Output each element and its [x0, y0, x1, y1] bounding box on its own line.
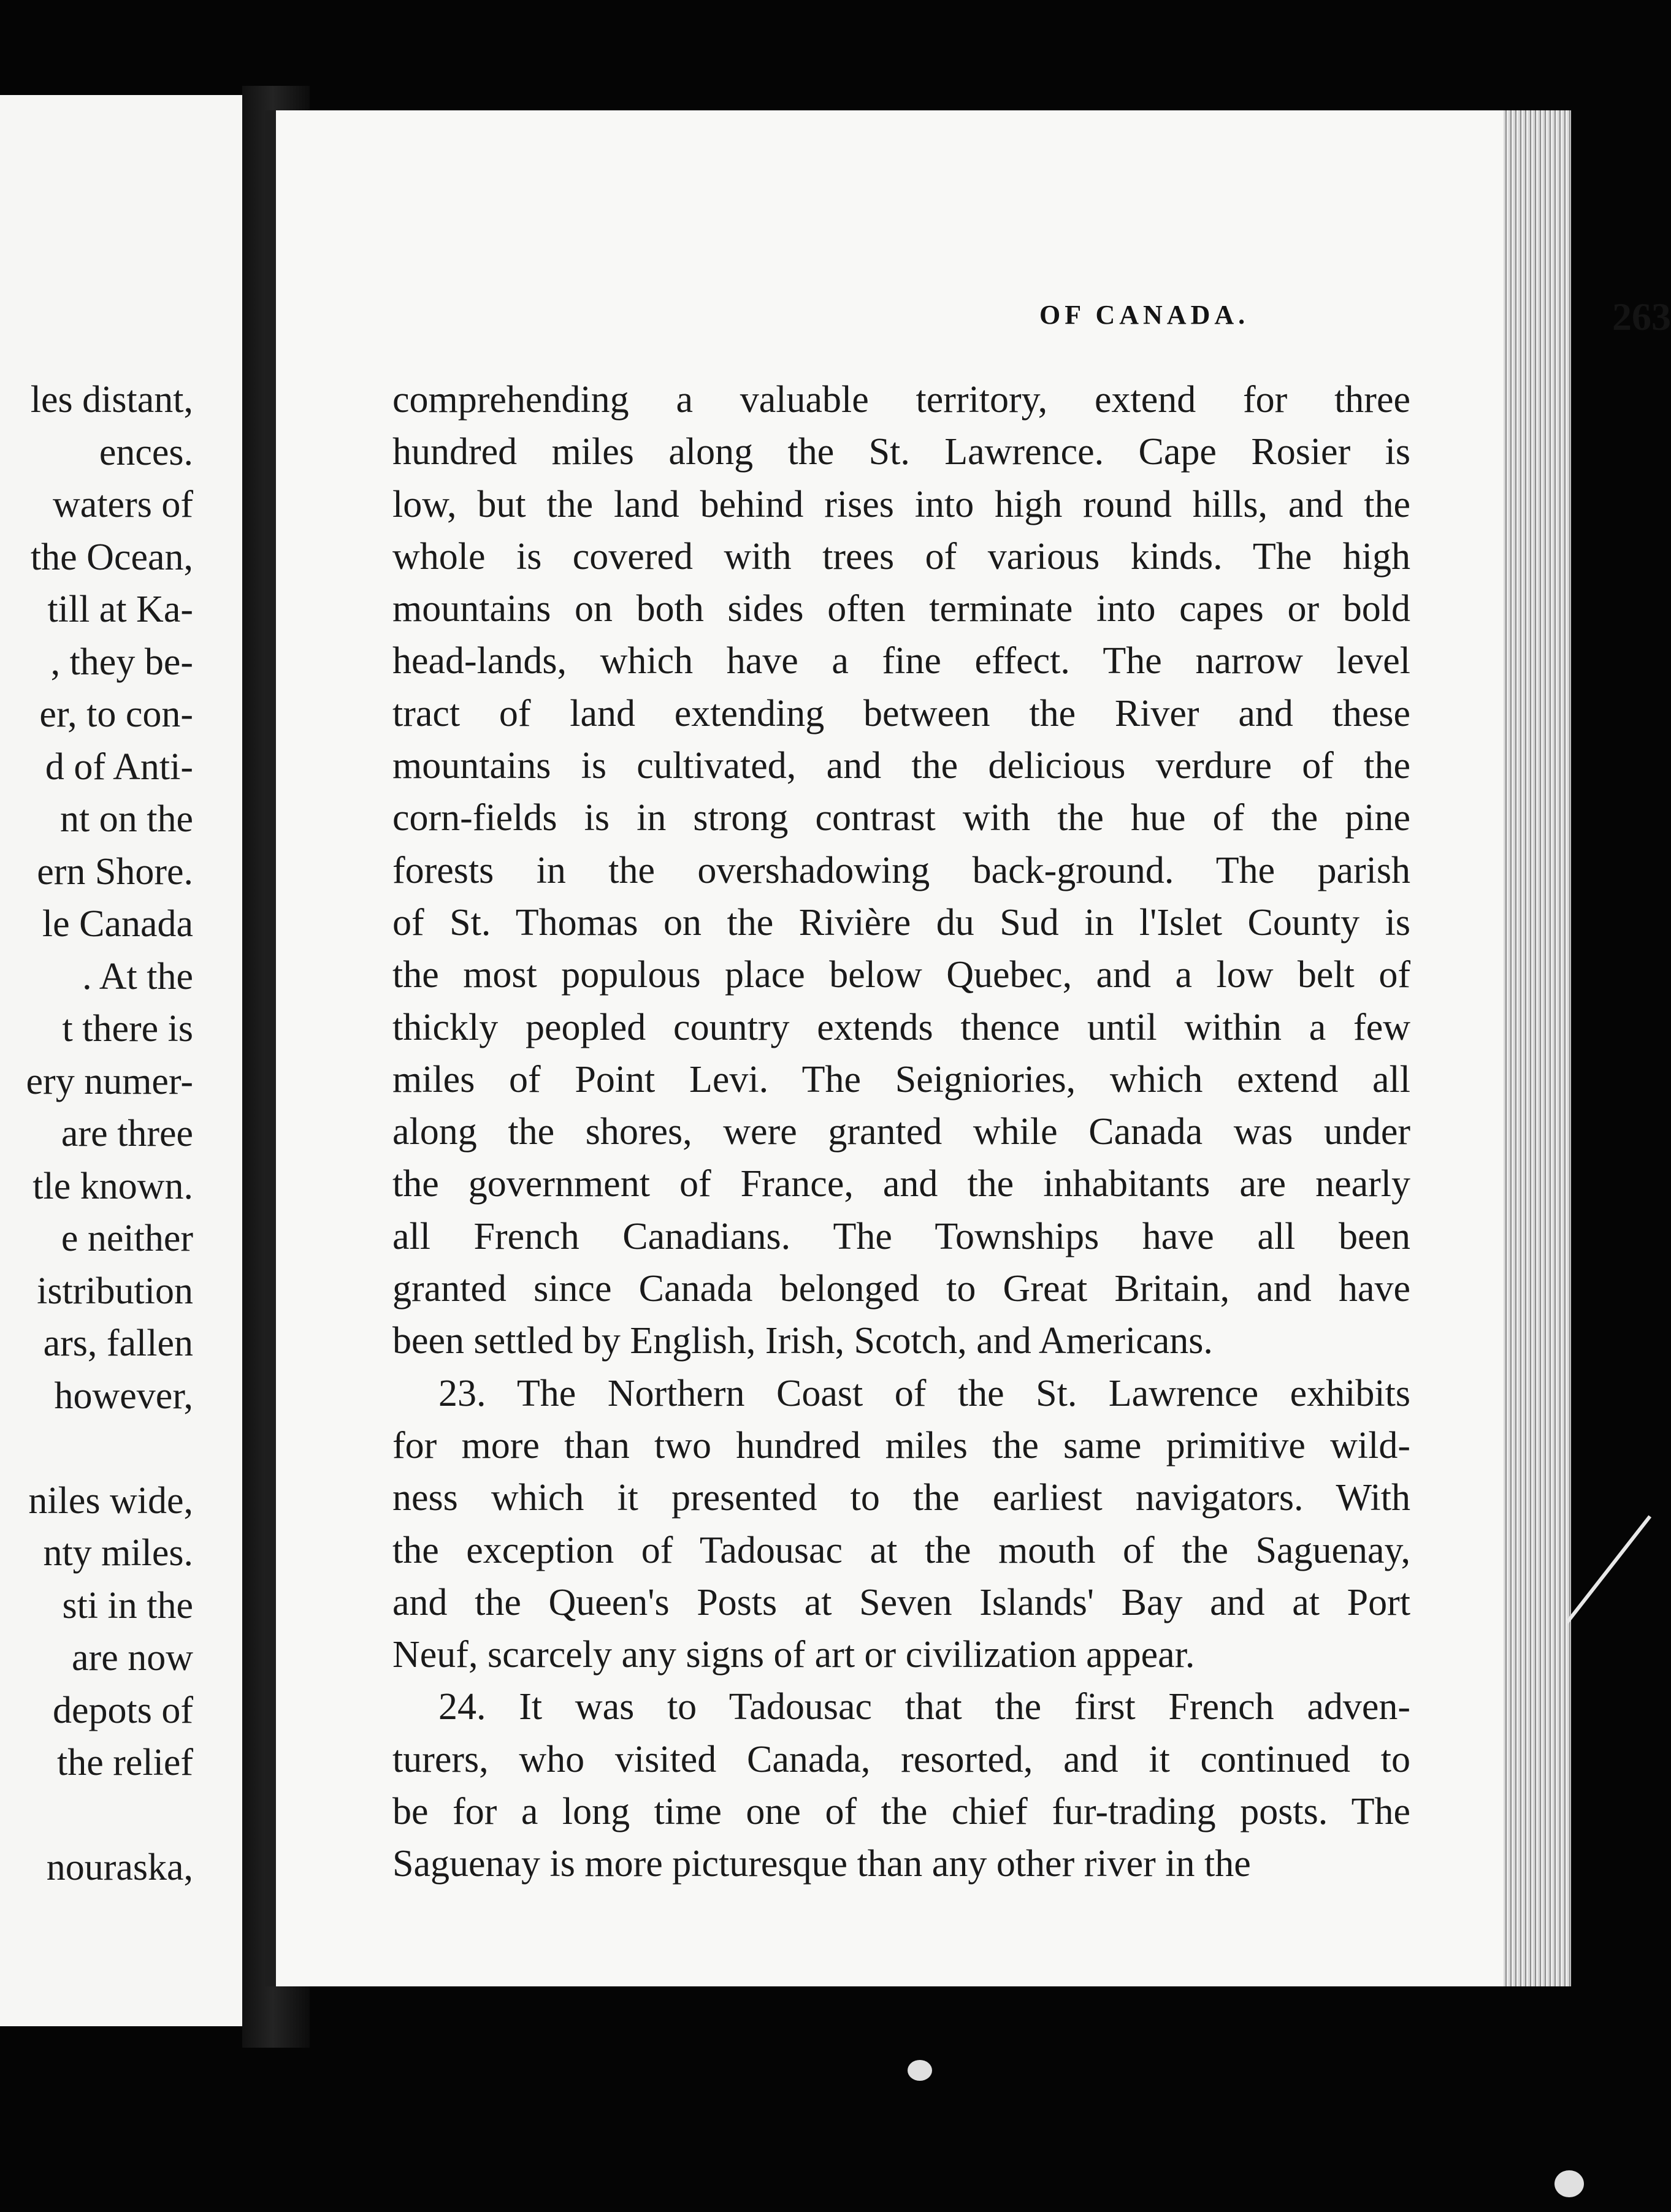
facing-text-line: niles wide,	[28, 1479, 193, 1522]
page-header	[779, 294, 1671, 356]
text-line: Saguenay is more picturesque than any other river in the	[392, 1843, 1251, 1885]
text-line: turers, who visited Canada, resorted, and it continued to	[392, 1738, 1410, 1780]
facing-text-line: e neither	[61, 1218, 193, 1259]
facing-text-line: ences.	[99, 431, 193, 473]
text-line: 24. It was to Tadousac that the first French adven-	[438, 1686, 1410, 1728]
text-line: Neuf, scarcely any signs of art or civilization appear.	[392, 1634, 1195, 1676]
facing-text-line: le Canada	[42, 903, 193, 945]
text-line: comprehending a valuable territory, extend for three	[392, 379, 1410, 421]
text-line: mountains on both sides often terminate into capes or bold	[392, 588, 1410, 630]
text-line: ness which it presented to the earliest navigators. With	[392, 1477, 1410, 1519]
facing-page-left	[0, 95, 246, 2026]
facing-text-line: the relief	[56, 1742, 193, 1783]
text-line: along the shores, were granted while Canada was under	[392, 1111, 1410, 1153]
text-line: the most populous place below Quebec, and a low belt of	[392, 954, 1410, 996]
scan-scratch	[1566, 1515, 1651, 1623]
scan-speck	[908, 2060, 932, 2081]
text-line: for more than two hundred miles the same primitive wild-	[392, 1424, 1410, 1466]
text-line: of St. Thomas on the Rivière du Sud in l'Islet County is	[392, 901, 1410, 944]
text-line: and the Queen's Posts at Seven Islands' Bay and at Port	[392, 1581, 1410, 1623]
text-line: corn-fields is in strong contrast with the hue of the pine	[392, 797, 1410, 839]
body-text	[392, 374, 1410, 1891]
facing-text-line: the Ocean,	[30, 536, 193, 578]
text-line: 23. The Northern Coast of the St. Lawrence exhibits	[438, 1372, 1410, 1414]
facing-text-line: waters of	[53, 484, 193, 525]
facing-text-line: depots of	[52, 1689, 193, 1731]
facing-text-line: ars, fallen	[43, 1322, 193, 1364]
running-head: OF CANADA.	[1039, 300, 1250, 330]
facing-text-line: istribution	[37, 1270, 193, 1312]
text-line: miles of Point Levi. The Seigniories, which extend all	[392, 1058, 1410, 1100]
facing-text-line: however,	[54, 1375, 193, 1417]
facing-text-line: till at Ka-	[47, 589, 193, 630]
text-line: thickly peopled country extends thence until within a few	[392, 1006, 1410, 1048]
facing-text-line: sti in the	[62, 1584, 193, 1627]
scan-speck	[1554, 2170, 1584, 2197]
text-line: forests in the overshadowing back-ground. The parish	[392, 849, 1410, 891]
text-line: tract of land extending between the River and these	[392, 692, 1410, 734]
facing-text-line: er, to con-	[39, 693, 193, 735]
text-line: granted since Canada belonged to Great Britain, and have	[392, 1268, 1410, 1310]
text-line: be for a long time one of the chief fur-trading posts. The	[392, 1791, 1410, 1833]
text-line: hundred miles along the St. Lawrence. Cape Rosier is	[392, 431, 1410, 473]
facing-text-line: ery numer-	[26, 1060, 193, 1102]
text-line: low, but the land behind rises into high round hills, and the	[392, 483, 1410, 525]
facing-text-line: ern Shore.	[37, 850, 193, 893]
page-number: 263	[1612, 295, 1671, 338]
text-line: all French Canadians. The Townships have all been	[392, 1215, 1410, 1257]
facing-text-line: nty miles.	[43, 1532, 193, 1574]
facing-text-line: nouraska,	[46, 1847, 193, 1888]
facing-text-line: t there is	[62, 1008, 193, 1050]
facing-text-line: , they be-	[50, 641, 193, 683]
text-line: been settled by English, Irish, Scotch, and Americans.	[392, 1320, 1213, 1362]
facing-text-line: . At the	[82, 955, 193, 997]
page-edges	[1504, 110, 1571, 1986]
facing-text-line: are three	[61, 1113, 193, 1154]
text-line: the exception of Tadousac at the mouth of the Saguenay,	[392, 1529, 1410, 1571]
facing-page-text	[0, 374, 193, 1894]
facing-text-line	[0, 1790, 193, 1842]
text-line: mountains is cultivated, and the delicious verdure of the	[392, 745, 1410, 787]
facing-text-line: nt on the	[60, 798, 193, 840]
facing-text-line: are now	[72, 1637, 193, 1679]
facing-text-line	[0, 1422, 193, 1475]
page-263	[265, 110, 1671, 1986]
facing-text-line: d of Anti-	[45, 746, 193, 788]
text-line: the government of France, and the inhabitants are nearly	[392, 1163, 1410, 1205]
facing-text-line: tle known.	[33, 1165, 193, 1207]
facing-text-line: les distant,	[30, 379, 193, 421]
text-line: whole is covered with trees of various kinds. The high	[392, 535, 1410, 578]
text-line: head-lands, which have a fine effect. The narrow level	[392, 640, 1410, 682]
